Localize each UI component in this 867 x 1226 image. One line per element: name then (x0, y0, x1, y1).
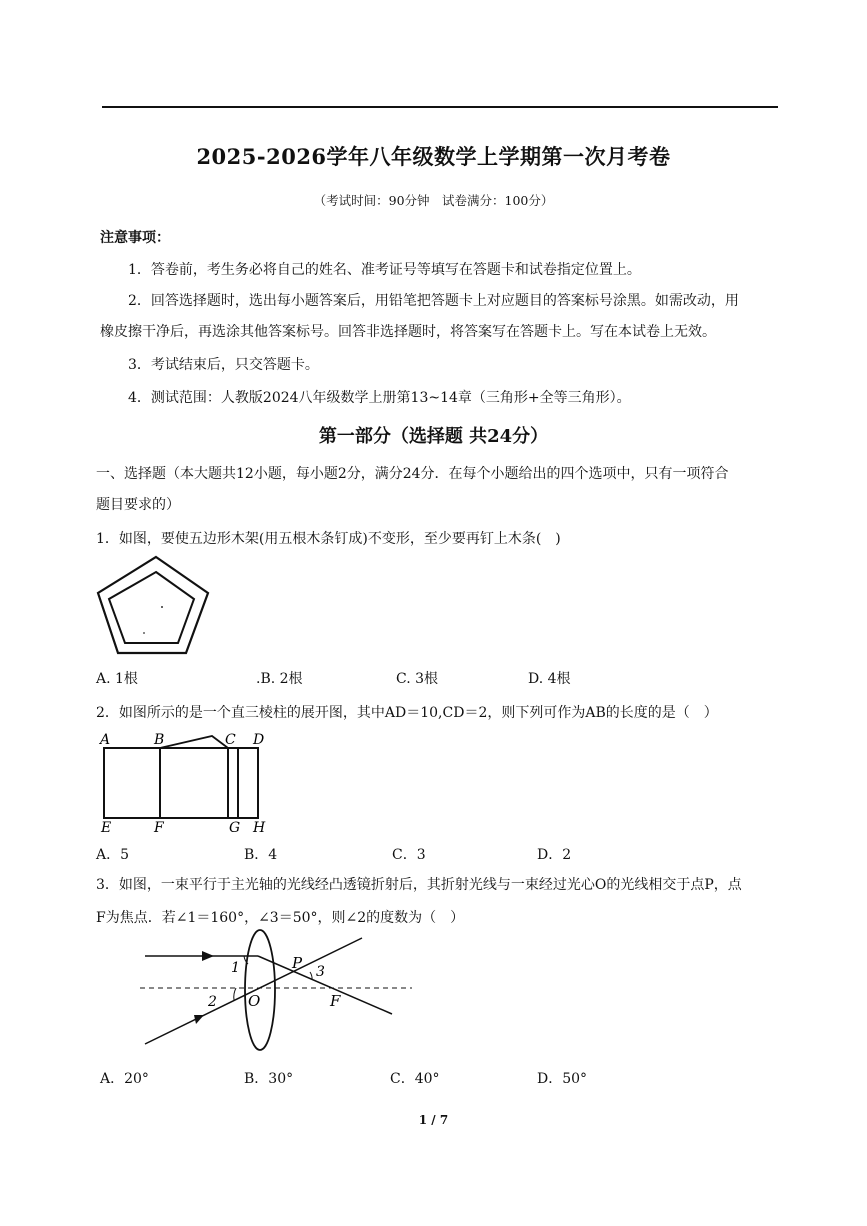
question-3-stem: 3．如图，一束平行于主光轴的光线经凸透镜折射后，其折射光线与一束经过光心O的光线相交于点P，点 (96, 877, 742, 893)
note-item-continued: 橡皮擦干净后，再选涂其他答案标号。回答非选择题时，将答案写在答题卡上。写在本试卷上无效。 (100, 324, 716, 340)
q2-option-b: B．4 (244, 847, 278, 863)
label-B: B (154, 732, 165, 748)
q1-option-d: D. 4根 (528, 671, 571, 687)
q1-option-b: .B. 2根 (256, 671, 303, 687)
q2-option-c: C．3 (392, 847, 426, 863)
pentagon-figure (94, 553, 214, 658)
point-F-label: F (330, 992, 341, 1010)
point-P-label: P (292, 954, 303, 972)
angle-3-label: 3 (316, 964, 325, 980)
page-number: 1 / 7 (418, 1113, 449, 1127)
q2-option-a: A．5 (96, 847, 130, 863)
note-item: 3．考试结束后，只交答题卡。 (128, 357, 319, 373)
lens-figure (140, 928, 420, 1058)
note-item: 2．回答选择题时，选出每小题答案后，用铅笔把答题卡上对应题目的答案标号涂黑。如需改动，用 (128, 293, 739, 309)
question-3-stem-continued: F为焦点．若∠1＝160°，∠3＝50°，则∠2的度数为（ ） (96, 910, 465, 926)
exam-title: 2025-2026学年八年级数学上学期第一次月考卷 (196, 144, 671, 169)
label-H: H (253, 820, 266, 836)
question-2-stem: 2．如图所示的是一个直三棱柱的展开图，其中AD＝10,CD＝2，则下列可作为AB的长度的是（ ） (96, 705, 718, 721)
q2-option-d: D．2 (537, 847, 572, 863)
notes-heading: 注意事项： (100, 230, 170, 246)
section-title: 第一部分（选择题 共24分） (318, 426, 549, 447)
q3-option-c: C．40° (390, 1071, 440, 1087)
prism-net-figure (96, 728, 286, 838)
label-G: G (229, 820, 241, 836)
q3-option-a: A．20° (100, 1071, 149, 1087)
note-item: 1．答卷前，考生务必将自己的姓名、准考证号等填写在答题卡和试卷指定位置上。 (128, 262, 641, 278)
question-1-stem: 1．如图，要使五边形木架(用五根木条钉成)不变形，至少要再钉上木条( ) (96, 531, 561, 547)
exam-subtitle: （考试时间：90分钟 试卷满分：100分） (313, 193, 554, 208)
label-F: F (154, 820, 164, 836)
label-D: D (253, 732, 265, 748)
q3-option-d: D．50° (537, 1071, 588, 1087)
label-E: E (101, 820, 112, 836)
q1-option-c: C. 3根 (396, 671, 439, 687)
label-C: C (225, 732, 236, 748)
q1-option-a: A. 1根 (96, 671, 138, 687)
angle-2-label: 2 (208, 994, 217, 1010)
header-rule (102, 106, 778, 108)
angle-1-label: 1 (231, 960, 240, 976)
q3-option-b: B．30° (244, 1071, 294, 1087)
section-instruction: 一、选择题（本大题共12小题，每小题2分，满分24分．在每个小题给出的四个选项中，只有一项符合 (96, 466, 729, 482)
note-item: 4．测试范围：人教版2024八年级数学上册第13~14章（三角形+全等三角形）。 (128, 390, 631, 406)
label-A: A (100, 732, 111, 748)
section-instruction-continued: 题目要求的） (96, 497, 180, 513)
point-O-label: O (248, 992, 261, 1010)
